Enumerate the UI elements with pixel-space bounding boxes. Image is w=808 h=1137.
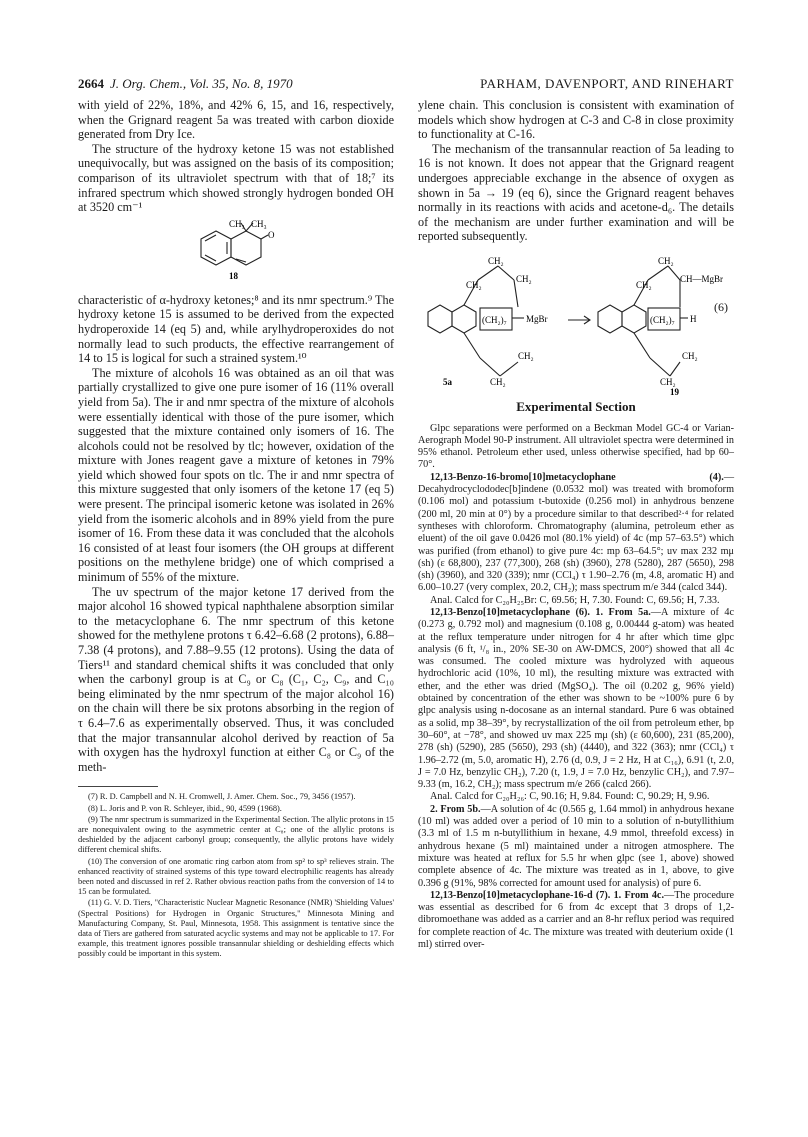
mgbr-label: MgBr xyxy=(526,313,548,324)
page-number: 2664 xyxy=(78,76,104,91)
footnote: (11) G. V. D. Tiers, "Characteristic Nuclear Magnetic Resonance (NMR) 'Shielding Values' (Spectral Positions) for Hydrogen in Organic Structures," Minnesota Mining and Manufacturing Company, St. Paul, Minnesota, 1958. This assignment is tentative since the data of Tiers are gathered from saturated acyclic systems and may not be applicable to 17. For example, this treatment ignores possible transannular shielding or deshielding effects which possibly could be important in this system. xyxy=(78,898,394,959)
footnote: (10) The conversion of one aromatic ring carbon atom from sp² to sp³ relieves strain. The enhanced reactivity of strained systems of this type toward electrophilic reagents has already been noted and discussed in ref 2. Rather obvious reaction paths from the conversion of 14 to 15 can be formulated. xyxy=(78,856,394,897)
paragraph: The uv spectrum of the major ketone 17 derived from the major alcohol 16 showed typical naphthalene absorption similar to the metacyclophane 6. The nmr spectrum of this ketone showed for the methylene protons τ 6.42–6.68 (2 protons), 6.88–7.38 (4 protons), and 7.88–9.55 (12 protons). Using the data of Tiers¹¹ and standard chemical shifts it was concluded that only when the carbonyl group is at C₉ or C₈ (C₁, C₂, C₉, and C₁₀ being eliminated by the nmr spectrum of the major alcohol 16) on the chain will there be six protons absorbing in the region of τ 6.4–7.6 as experimentally observed. Thus, it was concluded that the major transannular alcohol derived by reaction of 5a with oxygen has the hydroxyl function at either C₈ or C₉ of the meth- xyxy=(78,584,394,774)
chain-label: (CH₂)₇ xyxy=(482,314,507,325)
chmgbr-label: CH—MgBr xyxy=(680,273,724,284)
ch2-label: CH₂ xyxy=(488,255,504,266)
ch2-label: CH₂ xyxy=(516,273,532,284)
page-header xyxy=(78,76,734,94)
structure-label: 18 xyxy=(229,270,238,281)
subheading: 2. From 5b. xyxy=(430,803,481,815)
paragraph: ylene chain. This conclusion is consistent with examination of models which show hydrogen at C-3 and C-8 in close proximity to functionality at C-16. xyxy=(418,98,734,142)
journal-citation: J. Org. Chem., Vol. 35, No. 8, 1970 xyxy=(110,76,293,91)
equation-6 xyxy=(418,252,734,397)
ch3-label: CH₃ xyxy=(251,218,267,229)
ch2-label: CH₂ xyxy=(636,279,652,290)
structure-label: 19 xyxy=(670,386,679,397)
experimental-text xyxy=(418,423,734,952)
paragraph: 12,13-Benzo-16-bromo[10]metacyclophane (4).—Decahydrocyclododec[b]indene (0.0532 mol) was treated with bromoform (0.106 mol) and potassium t-butoxide (0.256 mol) in anhydrous benzene (200 ml, 20 min at 0°) by a procedure similar to that described²·⁴ for related syntheses with chloroform. Chromatography (alumina, petroleum ether as eluent) of the oil gave 0.0426 mol (80.1% yield) of 4c (mp 57–63.5°) which was purified (from ethanol) to give pure 4c: mp 63–64.5°; uv max 232 mμ (sh) (ε 68,800), 237 (77,300), 268 (sh) (3960), 278 (5280), 287 (5650), 298 (sh) (3960), and 320 (339); nmr (CCl₄) τ 1.90–2.76 (m, 4.8, aromatic H) and 6.00–10.27 (very complex, 20.2, CH₂); mass spectrum m/e 344 (calcd 344). xyxy=(418,471,734,594)
structure-18 xyxy=(171,219,301,291)
ch3-label: CH₃ xyxy=(229,218,245,229)
footnote: (8) L. Joris and P. von R. Schleyer, ibid., 90, 4599 (1968). xyxy=(88,803,282,813)
footnote: (7) R. D. Campbell and N. H. Cromwell, J. Amer. Chem. Soc., 79, 3456 (1957). xyxy=(88,792,356,802)
paragraph: Anal. Calcd for C₂₀H₂₅Br: C, 69.56; H, 7.30. Found: C, 69.56; H, 7.33. xyxy=(430,594,720,606)
paragraph: with yield of 22%, 18%, and 42% 6, 15, and 16, respectively, when the Grignard reagent 5a was treated with carbon dioxide generated from Dry Ice. xyxy=(78,98,394,142)
equation-number: (6) xyxy=(714,299,728,314)
paragraph: Glpc separations were performed on a Beckman Model GC-4 or Varian-Aerograph Model 90-P instrument. All ultraviolet spectra were determined in 95% ethanol. Petroleum ether used, unless otherwise specified, had bp 60–70°. xyxy=(418,422,734,471)
ch2-label: CH₂ xyxy=(466,279,482,290)
left-column xyxy=(78,98,394,961)
paragraph: The mixture of alcohols 16 was obtained as an oil that was partially crystallized to give one pure isomer of 16 (11% overall yield from 5a). The ir and nmr spectra of the mixture of alcohols were essentially identical with those of the pure isomer, which suggested that the mixture contained only isomers of 16. The alcohols could not be resolved by tlc; however, oxidation of the mixture with Jones reagent gave a mixture of ketones in 79% yield which showed four spots on tlc. The ir and nmr spectra of this mixture suggested that only isomers of the ketone 17 (eq 5) were present. The principal isomeric ketone was isolated in 26% yield from the isomeric alcohols and in 89% yield from the pure isomer of 16. From these data it was concluded that the alcohols 16 consisted of at least four isomers (the OH groups at different positions on the methylene bridge) one of which comprised a minimum of 55% of the mixture. xyxy=(78,365,394,585)
ch2-label: CH₂ xyxy=(490,376,506,387)
paragraph: Anal. Calcd for C₂₀H₂₆: C, 90.16; H, 9.84. Found: C, 90.29; H, 9.96. xyxy=(430,791,710,803)
paragraph: characteristic of α-hydroxy ketones;⁸ and its nmr spectrum.⁹ The hydroxy ketone 15 is assumed to be derived from the expected hydroperoxide 14 (eq 5) and, while arylhydroperoxides do not normally lead to such products, the effective rearrangement of 14 to 15 is logical for such a strained system.¹⁰ xyxy=(78,292,394,366)
footnotes xyxy=(78,786,394,959)
oxygen-label: O xyxy=(268,229,275,240)
equation-6-structures xyxy=(418,252,734,397)
paragraph: The mechanism of the transannular reaction of 5a leading to 16 is not known. It does not appear that the Grignard reagent undergoes appreciable exchange in the absence of oxygen as shown in 5a → 19 (eq 6), since the Grignard reagent behaves normally in its reactions with acids and acetone-d₆. The details of the mechanism are under further examination and will be reported subsequently. xyxy=(418,141,734,244)
footnote-divider xyxy=(78,786,158,787)
ch2-label: CH₂ xyxy=(660,376,676,387)
subheading: 12,13-Benzo[10]metacyclophane (6). 1. From 5a. xyxy=(430,606,651,618)
paragraph: 12,13-Benzo[10]metacyclophane (6). 1. From 5a.—A mixture of 4c (0.273 g, 0.792 mol) and magnesium (0.108 g, 0.00444 g-atom) was heated at the reflux temperature under nitrogen for 4 hr after which time glpc analysis (6 ft, ¹/₈ in., 20% SE-30 on AW-DMCS, 200°) showed that all 4c was consumed. The cooled mixture was hydrolyzed with aqueous hydrochloric acid (10%, 10 ml), the resulting mixture was extracted with ether, and the ether was dried (MgSO₄). The oil (0.202 g, 96% yield) obtained by concentration of the ether was shown to be ~100% pure 6 by glpc analysis using n-docosane as an internal standard. Pure 6 was obtained as a solid, mp 38–39°, by recrystallization of the oil from petroleum ether, bp 30–60°, at −78°, and showed uv max 225 mμ (sh) (ε 60,600), 231 (85,200), 278 (sh) (5290), 285 (5650), 293 (sh) (4440), and 322 (363); nmr (CCl₄) τ 1.96–2.72 (m, 5.0, aromatic H), 2.76 (d, 0.9, J = 2 Hz, H at C₁₆), 6.91 (t, 2.0, J = 7.0 Hz, benzylic CH₂), 7.20 (t, 1.9, J = 7.0 Hz, benzylic CH₂), and 7.97–9.33 (m, 16.2, CH₂); mass spectrum m/e 266 (calcd 266). xyxy=(418,606,734,791)
header-authors: PARHAM, DAVENPORT, AND RINEHART xyxy=(480,76,734,91)
section-title: Experimental Section xyxy=(516,398,636,414)
structure-label: 5a xyxy=(443,376,452,387)
footnote: (9) The nmr spectrum is summarized in the Experimental Section. The allylic protons in 15 are nonequivalent owing to the asymmetric center at C₈; one of the allylic protons is deshielded by the adjacent carbonyl group; consequently, the allylic protons have widely different chemical shifts. xyxy=(78,814,394,855)
header-left xyxy=(78,76,293,92)
subheading: 12,13-Benzo-16-bromo[10]metacyclophane (4). xyxy=(430,471,724,483)
paragraph: 2. From 5b.—A solution of 4c (0.565 g, 1.64 mmol) in anhydrous hexane (10 ml) was added over a period of 10 min to a solution of n-butyllithium (3.3 ml of 1.5 m n-butyllithium in hexane, 4.9 mmol, threefold excess) in anhydrous hexane (5 ml) maintained under a nitrogen atmosphere. The mixture was heated at reflux for 5.5 hr when glpc (see 1, above) showed complete absence of 4c. The mixture was treated as in 1, above, to give 0.396 g (91%, 98% corrected for amount used for analysis) of pure 6. xyxy=(418,803,734,889)
paragraph: 12,13-Benzo[10]metacyclophane-16-d (7). 1. From 4c.—The procedure was essential as described for 6 from 4c except that 3 drops of 1,2-dibromoethane was added as a carrier and an 8-hr reflux period was required for complete reaction of 4c. The mixture was treated with deuterium oxide (1 ml) stirred over- xyxy=(418,889,734,950)
right-column xyxy=(418,98,734,951)
ch2-label: CH₂ xyxy=(658,255,674,266)
subheading: 12,13-Benzo[10]metacyclophane-16-d (7). 1. From 4c. xyxy=(430,889,664,901)
paragraph: The structure of the hydroxy ketone 15 was not established unequivocally, but was assigned on the basis of its composition; comparison of its ultraviolet spectrum with that of 18;⁷ its infrared spectrum which showed strongly hydrogen bonded OH at 3520 cm⁻¹ xyxy=(78,141,394,215)
ch2-label: CH₂ xyxy=(682,350,698,361)
hydrogen-label: H xyxy=(690,313,697,324)
chain-label: (CH₂)₇ xyxy=(650,314,675,325)
ch2-label: CH₂ xyxy=(518,350,534,361)
